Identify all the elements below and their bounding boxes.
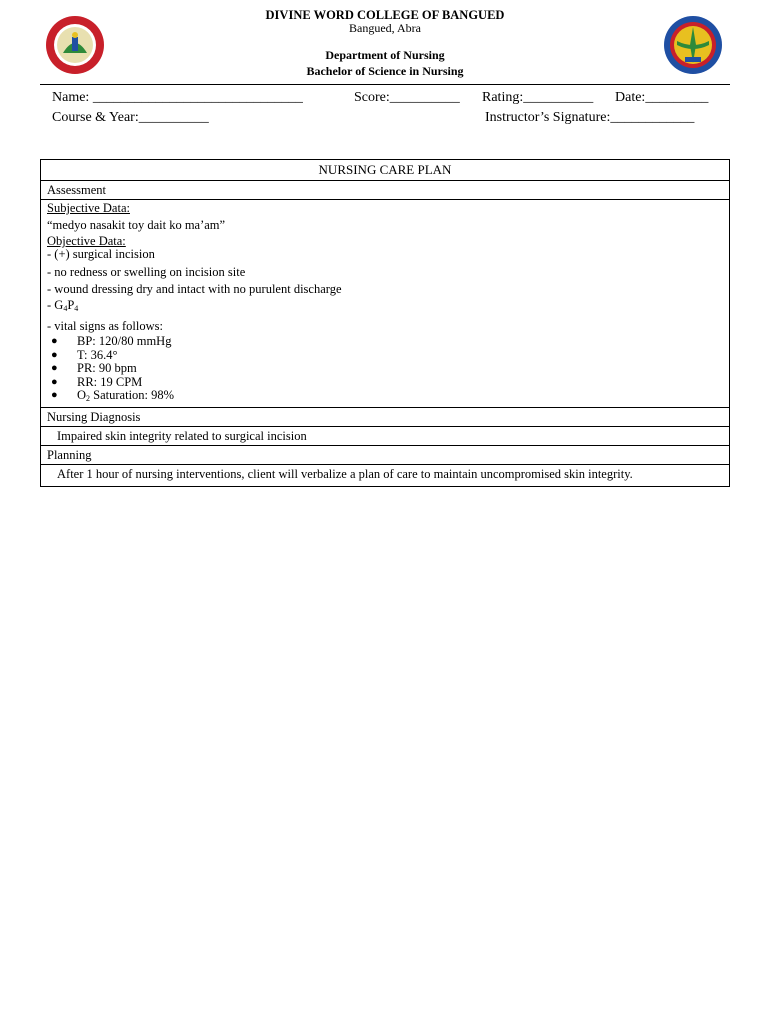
objective-item: - no redness or swelling on incision site bbox=[47, 265, 246, 279]
nursing-seal-logo bbox=[663, 15, 723, 75]
college-seal-logo bbox=[45, 15, 105, 75]
date-field: Date:_________ bbox=[615, 90, 709, 105]
course-year-field: Course & Year:__________ bbox=[52, 110, 209, 125]
program-name: Bachelor of Science in Nursing bbox=[306, 63, 464, 78]
diagnosis-text: Impaired skin integrity related to surgical incision bbox=[41, 427, 729, 446]
objective-item: - wound dressing dry and intact with no purulent discharge bbox=[47, 281, 342, 296]
assessment-heading: Assessment bbox=[41, 181, 729, 200]
college-name: DIVINE WORD COLLEGE OF BANGUED bbox=[265, 8, 505, 22]
vital-sign-item: ● RR: 19 CPM bbox=[51, 374, 143, 389]
gp-prefix: - G bbox=[47, 298, 64, 312]
para-number: 4 bbox=[74, 304, 79, 313]
name-field: Name: ______________________________ bbox=[52, 90, 303, 105]
document-header bbox=[150, 8, 620, 79]
subjective-text: “medyo nasakit toy dait ko ma’am” bbox=[47, 217, 226, 232]
vitals-intro: - vital signs as follows: bbox=[47, 318, 163, 333]
gp-p: P bbox=[67, 298, 75, 312]
vital-signs-list bbox=[47, 335, 723, 406]
vital-sign-item: ● BP: 120/80 mmHg bbox=[51, 334, 172, 348]
header-divider bbox=[40, 84, 730, 85]
department-name: Department of Nursing bbox=[325, 48, 445, 63]
objective-item: - (+) surgical incision bbox=[47, 247, 155, 261]
gravida-para bbox=[47, 297, 723, 318]
vital-sign-item: ● $O_2$ Saturation: 98% bbox=[51, 388, 175, 403]
planning-heading: Planning bbox=[41, 446, 729, 465]
objective-label: Objective Data: bbox=[47, 234, 126, 248]
vital-sign-item: ● PR: 90 bpm bbox=[51, 361, 137, 375]
diagnosis-heading: Nursing Diagnosis bbox=[41, 408, 729, 427]
assessment-content bbox=[41, 200, 729, 408]
care-plan-title: NURSING CARE PLAN bbox=[41, 160, 729, 181]
score-field: Score:__________ bbox=[354, 90, 460, 105]
instructor-signature-field: Instructor’s Signature:____________ bbox=[485, 110, 695, 125]
planning-text: After 1 hour of nursing interventions, client will verbalize a plan of care to maintain uncompromised skin integrity. bbox=[57, 466, 633, 481]
rating-field: Rating:__________ bbox=[482, 90, 594, 105]
subjective-label: Subjective Data: bbox=[47, 201, 130, 215]
vital-sign-item: ● T: 36.4° bbox=[51, 347, 118, 362]
nursing-care-plan-table bbox=[40, 159, 730, 487]
college-address: Bangued, Abra bbox=[349, 21, 421, 36]
gravida-number: 4 bbox=[63, 304, 68, 313]
